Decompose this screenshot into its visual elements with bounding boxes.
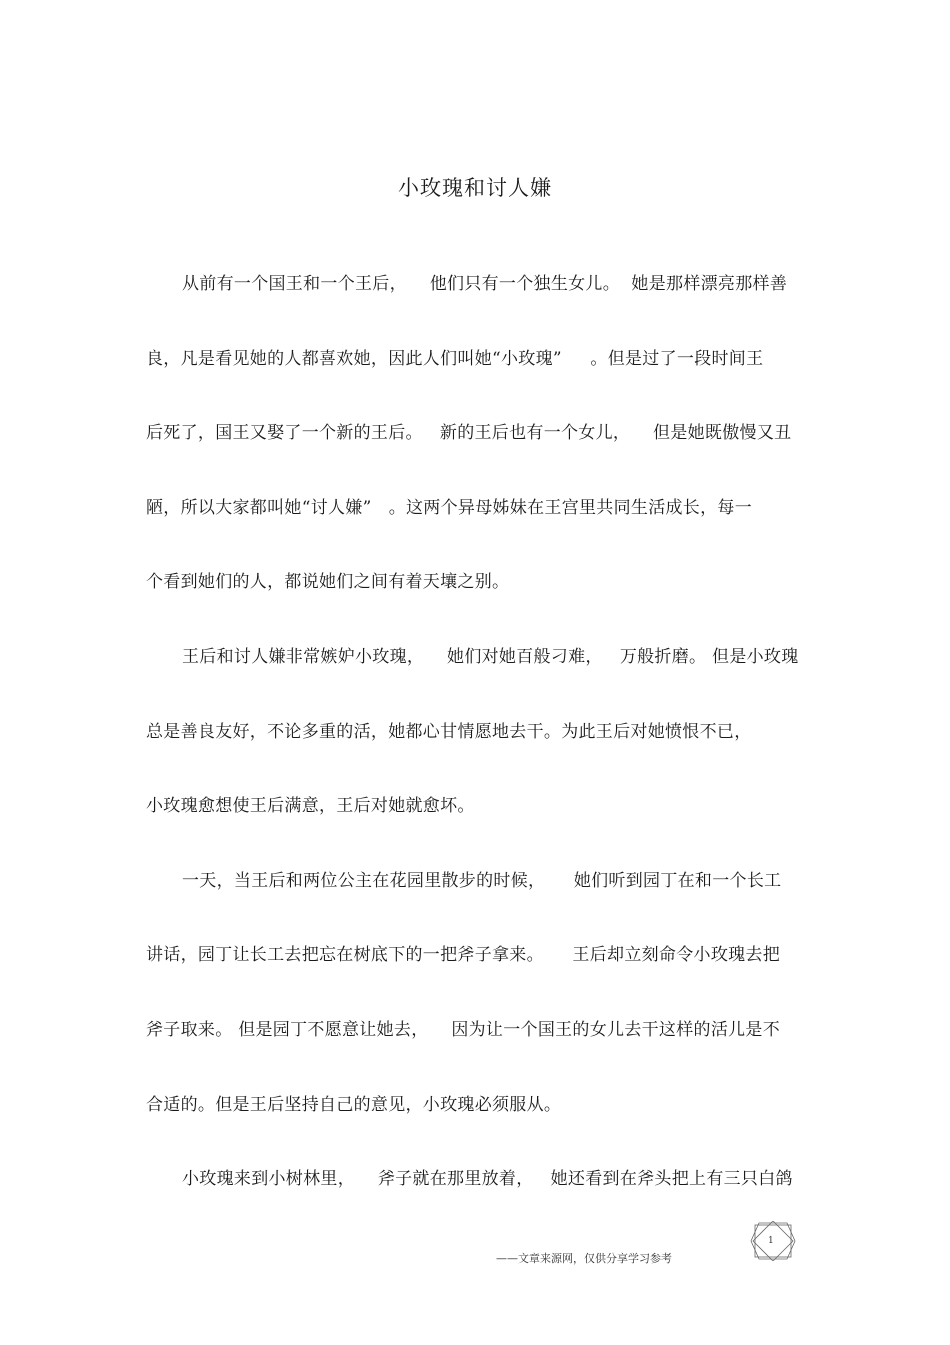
text-line: 一天，当王后和两位公主在花园里散步的时候， 她们听到园丁在和一个长工 [182, 870, 782, 891]
page-number: 1 [768, 1236, 774, 1246]
text-line: 斧子取来。 但是园丁不愿意让她去， 因为让一个国王的女儿去干这样的活儿是不 [146, 1019, 781, 1040]
text-line: 小玫瑰来到小树林里， 斧子就在那里放着， 她还看到在斧头把上有三只白鸽 [182, 1169, 793, 1190]
text-line: 总是善良友好，不论多重的活，她都心甘情愿地去干。为此王后对她愤恨不已， [146, 721, 752, 742]
footer-note: ——文章来源网，仅供分享学习参考 [496, 1252, 672, 1265]
text-line: 讲话，园丁让长工去把忘在树底下的一把斧子拿来。 王后却立刻命令小玫瑰去把 [146, 945, 781, 966]
text-line: 从前有一个国王和一个王后， 他们只有一个独生女儿。 她是那样漂亮那样善 [182, 274, 788, 294]
text-line: 陋，所以大家都叫她“讨人嫌” 。这两个异母姊妹在王宫里共同生活成长，每一 [146, 497, 752, 518]
text-line: 个看到她们的人，都说她们之间有着天壤之别。 [146, 572, 510, 593]
document-title: 小玫瑰和讨人嫌 [398, 176, 552, 200]
text-line: 后死了，国王又娶了一个新的王后。 新的王后也有一个女儿， 但是她既傲慢又丑 [146, 423, 792, 444]
text-line: 王后和讨人嫌非常嫉妒小玫瑰， 她们对她百般刁难， 万般折磨。 但是小玫瑰 [182, 646, 799, 667]
document-body [146, 266, 806, 1236]
text-line: 小玫瑰愈想使王后满意，王后对她就愈坏。 [146, 796, 475, 817]
text-line: 合适的。但是王后坚持自己的意见，小玫瑰必须服从。 [146, 1094, 562, 1115]
text-line: 良，凡是看见她的人都喜欢她，因此人们叫她“小玫瑰” 。但是过了一段时间王 [146, 348, 764, 369]
